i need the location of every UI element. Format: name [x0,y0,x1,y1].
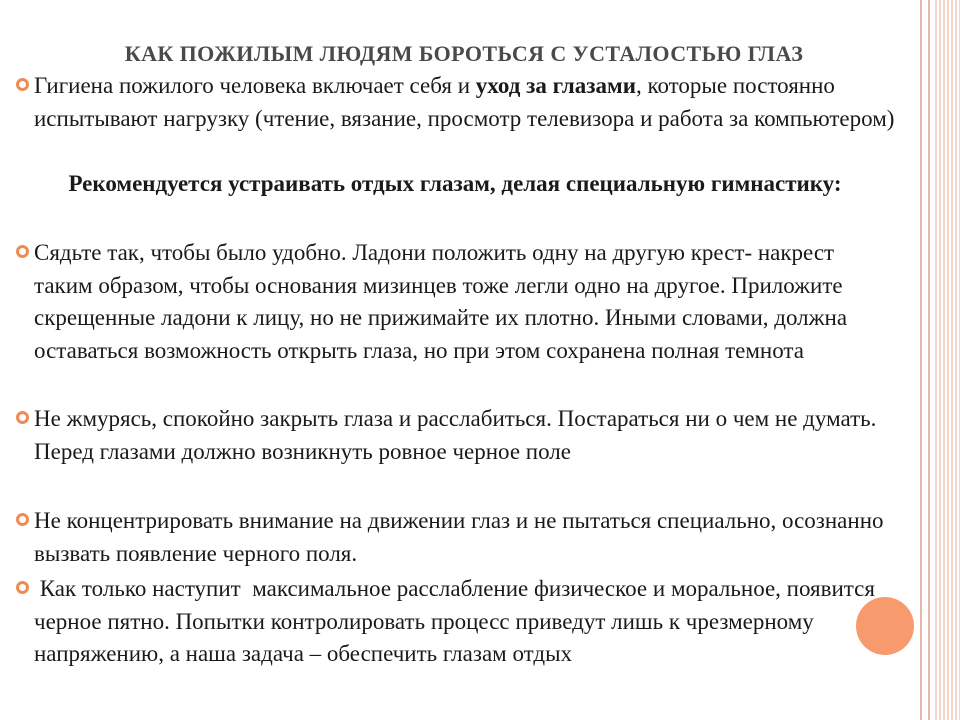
intro-paragraph [34,70,896,135]
slide-title: КАК ПОЖИЛЫМ ЛЮДЯМ БОРОТЬСЯ С УСТАЛОСТЬЮ ГЛАЗ [124,41,804,66]
step-1-text: Сядьте так, чтобы было удобно. Ладони положить одну на другую крест- накрест таким образом, чтобы основания мизинцев тоже легли одно на другое. Приложите скрещенные ладони к лицу, но не прижимайте их плотно. Иными словами, должна оставаться возможность открыть глаза, но при этом сохранена полная темнота [34,240,848,363]
step-4-text: Как только наступит максимальное расслабление физическое и моральное, появится черное пятно. Попытки контролировать процесс приведут лишь к чрезмерному напряжению, а наша задача – обеспечить глазам отдых [34,576,881,666]
step-2-text: Не жмурясь, спокойно закрыть глаза и расслабиться. Постараться ни о чем не думать. Перед глазами должно возникнуть ровное черное поле [34,406,877,464]
frame-line-inner [920,0,922,720]
frame-line-outer [928,0,930,720]
circle-bullet-icon [16,411,29,424]
step-3-text: Не концентрировать внимание на движении глаз и не пытаться специально, осознанно вызвать появление черного поля. [34,508,884,566]
circle-bullet-icon [16,78,29,91]
decorative-stripe-band [935,0,960,720]
intro-text-start: Гигиена пожилого человека включает себя и [34,73,476,98]
bullet-item-step-2 [16,403,896,468]
circle-bullet-icon [16,245,29,258]
bullet-item-step-4 [16,573,896,671]
bullet-item-step-1 [16,237,896,367]
circle-bullet-icon [16,513,29,526]
bullet-item-step-3 [16,505,896,570]
intro-text-end: , которые постоянно испытывают нагрузку (чтение, вязание, просмотр телевизора и работа за компьютером) [34,73,895,131]
bullet-item-intro [16,70,896,135]
circle-bullet-icon [16,581,29,594]
recommendation-heading: Рекомендуется устраивать отдых глазам, делая специальную гимнастику: [68,171,842,196]
intro-bold-text: уход за глазами [475,73,636,98]
